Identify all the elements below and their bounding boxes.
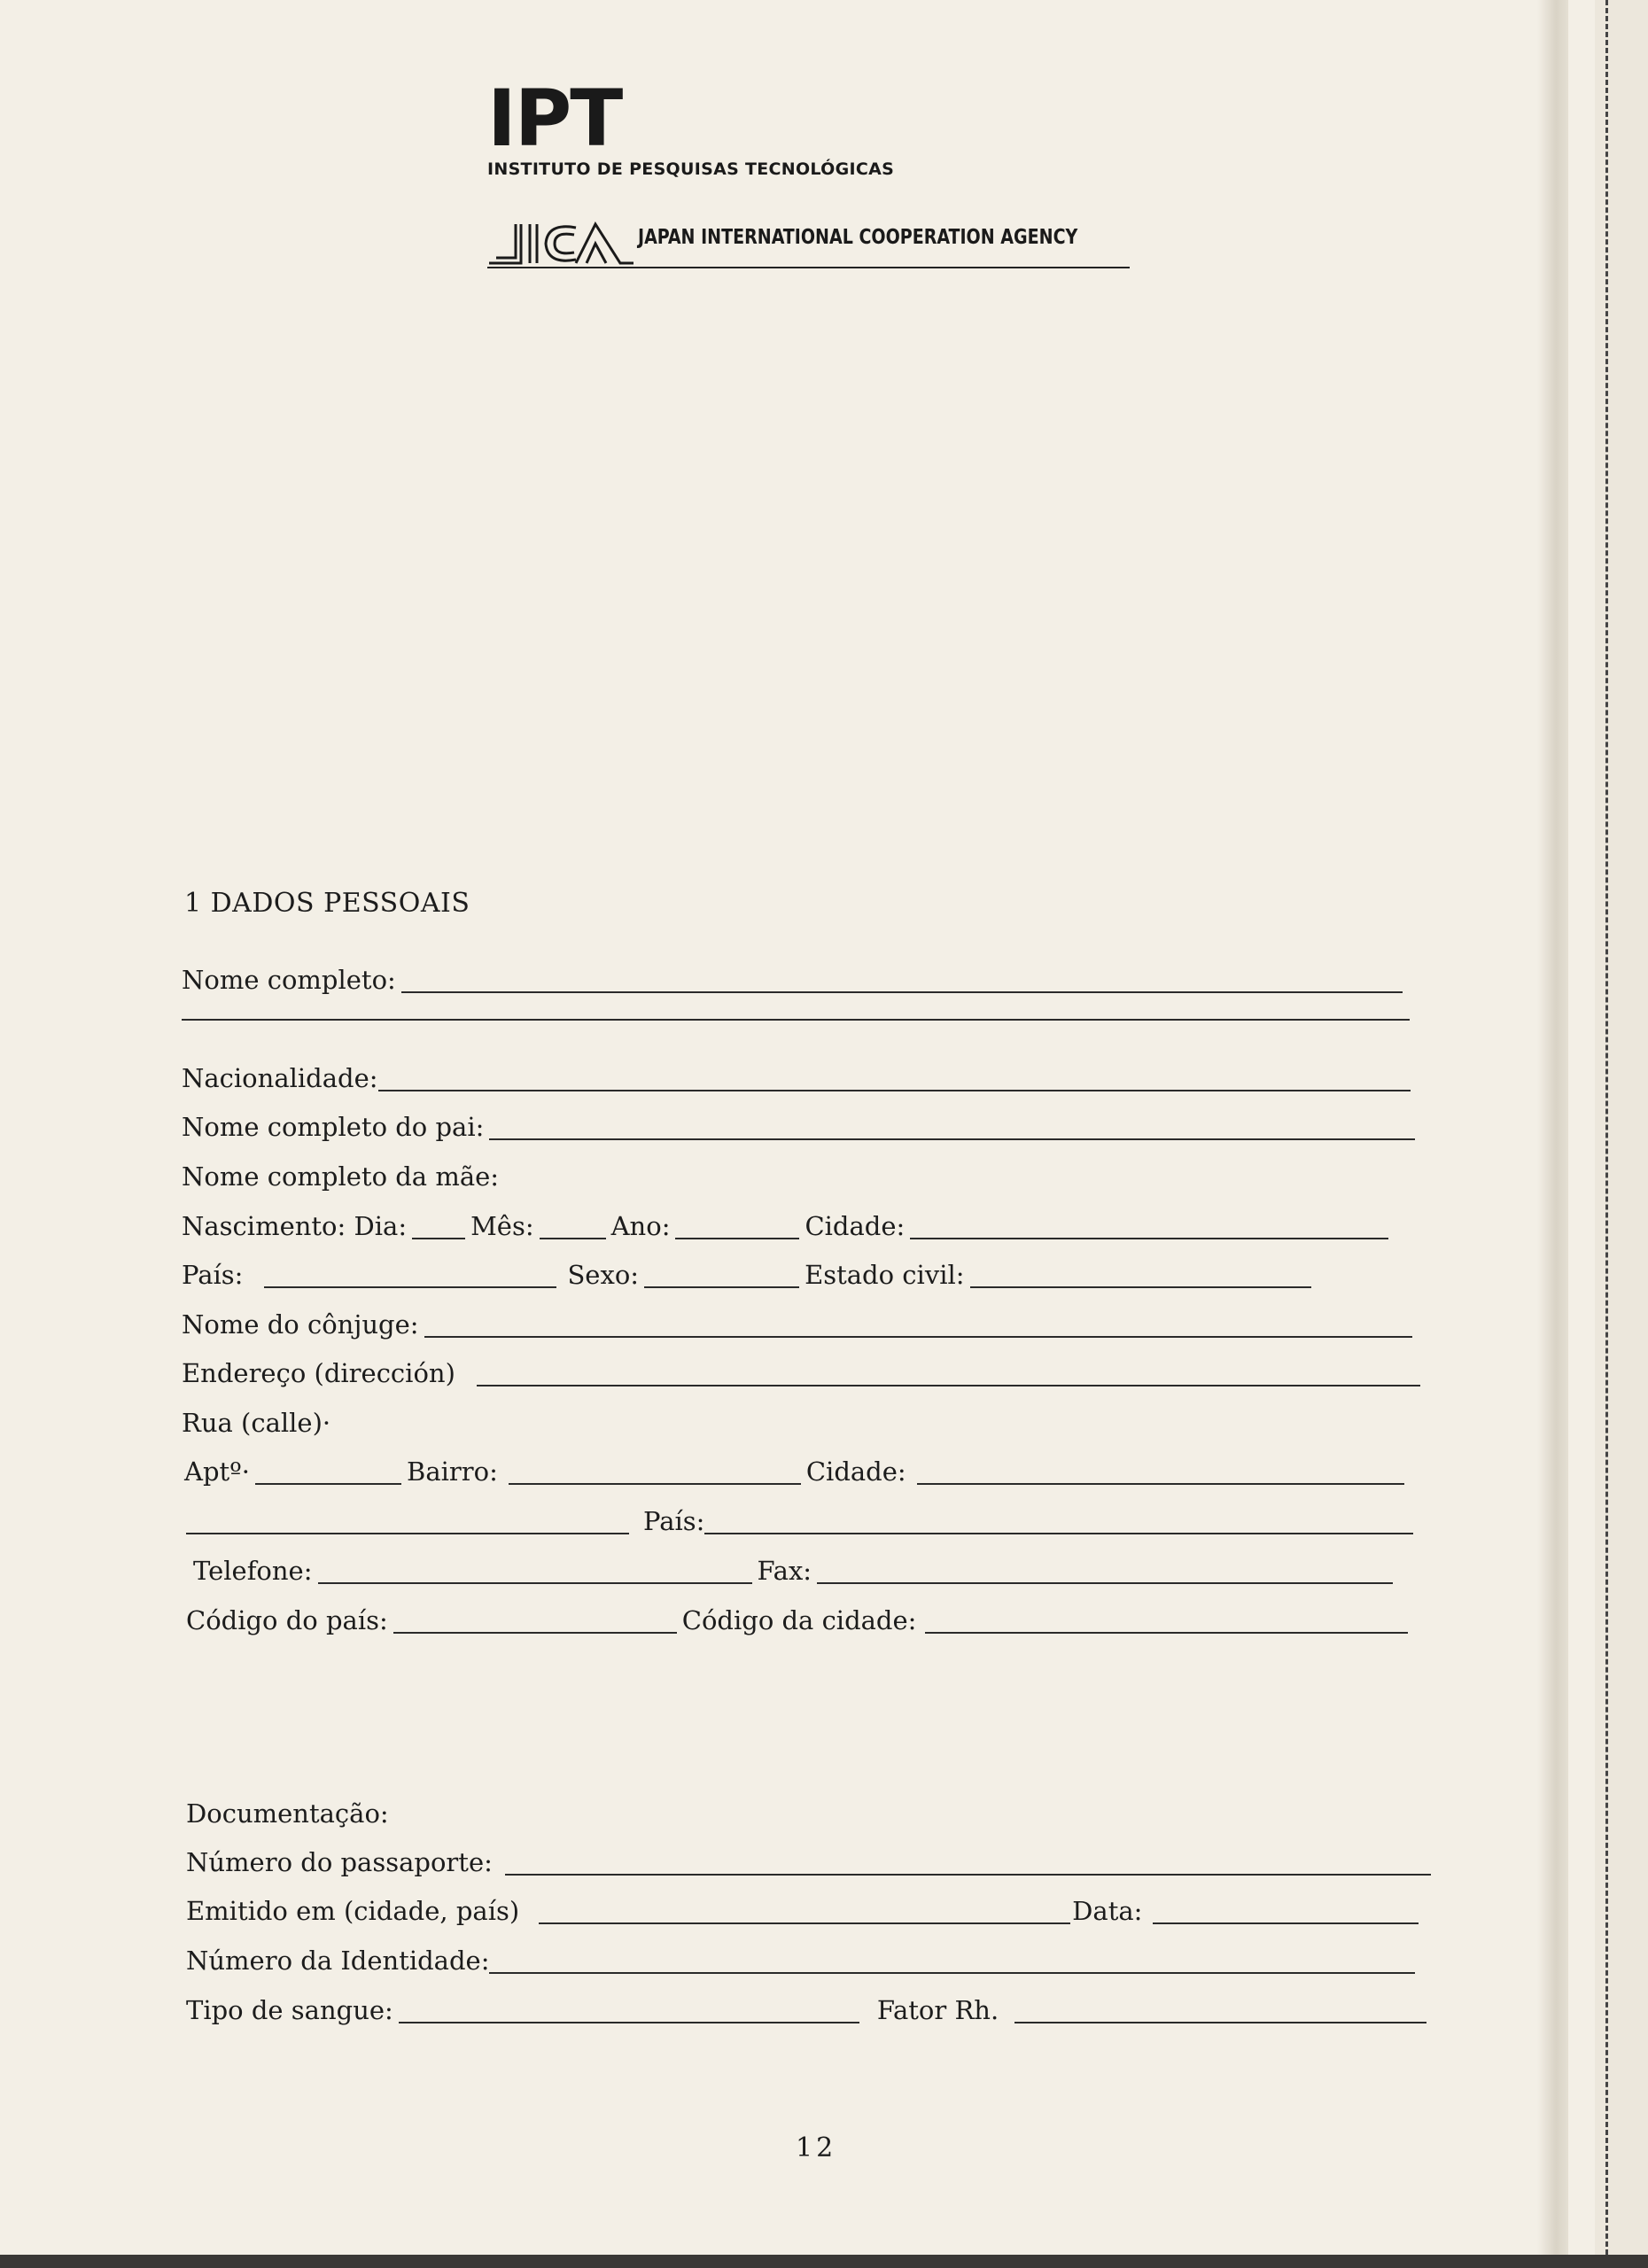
input-codigo-pais[interactable] [393,1632,677,1634]
label-cidade2: Cidade: [805,1456,906,1487]
input-identidade[interactable] [489,1972,1415,1974]
label-nascimento-dia: Nascimento: Dia: [182,1211,408,1241]
label-bairro: Bairro: [407,1456,498,1487]
input-data[interactable] [1153,1922,1419,1924]
row-pais-sexo [182,1262,1317,1288]
input-fax[interactable] [817,1582,1393,1584]
row-nacionalidade [182,1063,1416,1093]
label-apto: Aptº· [184,1456,251,1487]
label-estado-civil: Estado civil: [805,1260,965,1290]
input-nome-completo-cont[interactable] [182,1019,1410,1021]
label-nacionalidade: Nacionalidade: [182,1063,378,1093]
institute-name: INSTITUTO DE PESQUISAS TECNOLÓGICAS [487,159,895,179]
label-nome-mae: Nome completo da mãe: [182,1161,500,1192]
row-sangue [186,1995,1432,2025]
label-passaporte: Número do passaporte: [186,1847,493,1877]
label-nome-pai: Nome completo do pai: [182,1112,485,1142]
input-dia[interactable] [412,1238,465,1239]
input-telefone[interactable] [318,1582,752,1584]
row-conjuge [182,1309,1418,1340]
input-pais[interactable] [264,1286,556,1288]
label-sexo: Sexo: [567,1260,640,1290]
label-ano: Ano: [610,1211,671,1241]
input-codigo-cidade[interactable] [925,1632,1408,1634]
label-fax: Fax: [757,1556,812,1586]
input-pais2[interactable] [704,1533,1413,1534]
label-conjuge: Nome do cônjuge: [182,1309,419,1340]
section-title: 1 DADOS PESSOAIS [184,888,470,919]
perforation-line [1605,0,1608,2255]
ipt-logo: IPT [487,73,622,164]
input-passaporte[interactable] [505,1874,1431,1876]
row-telefone [193,1558,1398,1584]
label-pais2: País: [643,1506,705,1536]
label-identidade: Número da Identidade: [186,1946,490,1976]
input-sangue[interactable] [399,2022,859,2023]
page-fold-shadow [1537,0,1568,2255]
agency-name: JAPAN INTERNATIONAL COOPERATION AGENCY [638,226,1078,249]
label-codigo-pais: Código do país: [186,1605,388,1635]
row-nascimento [182,1211,1394,1241]
row-nome-completo-cont [182,1019,1410,1021]
row-identidade [186,1948,1420,1974]
label-pais: País: [182,1260,244,1290]
row-nome-pai [182,1112,1420,1142]
row-codigo [186,1605,1413,1635]
label-sangue: Tipo de sangue: [186,1995,393,2025]
row-passaporte [186,1847,1436,1877]
label-data: Data: [1072,1896,1143,1926]
jica-logo-icon [487,217,634,267]
row-emitido [186,1896,1424,1926]
input-apto[interactable] [255,1483,401,1485]
row-pais2 [186,1506,1419,1536]
row-endereco [182,1358,1426,1388]
row-apto [184,1456,1410,1487]
input-mes[interactable] [540,1238,606,1239]
label-nome-completo: Nome completo: [182,965,396,995]
input-estado-civil[interactable] [970,1286,1311,1288]
row-nome-completo [182,967,1408,993]
label-telefone: Telefone: [193,1556,313,1586]
row-nome-mae [182,1161,500,1192]
input-cidade2[interactable] [917,1483,1404,1485]
input-nome-completo[interactable] [401,991,1403,993]
input-cidade[interactable] [910,1238,1388,1239]
input-fator[interactable] [1014,2022,1426,2023]
page-number: 12 [796,2132,837,2163]
label-codigo-cidade: Código da cidade: [681,1605,917,1635]
row-documentacao [186,1798,389,1829]
label-emitido: Emitido em (cidade, país) [186,1896,520,1926]
label-documentacao: Documentação: [186,1798,389,1829]
input-sexo[interactable] [644,1286,799,1288]
input-conjuge[interactable] [424,1336,1412,1338]
label-fator: Fator Rh. [876,1995,999,2025]
row-rua [182,1410,330,1436]
input-endereco[interactable] [477,1385,1420,1386]
label-rua: Rua (calle)· [182,1408,331,1438]
input-nacionalidade[interactable] [378,1090,1411,1091]
label-cidade: Cidade: [805,1211,906,1241]
input-emitido[interactable] [539,1922,1070,1924]
jica-header [487,217,1130,268]
input-ano[interactable] [675,1238,799,1239]
input-endereco-extra[interactable] [186,1533,629,1534]
input-bairro[interactable] [509,1483,801,1485]
label-mes: Mês: [470,1211,534,1241]
input-nome-pai[interactable] [489,1138,1415,1140]
scan-bottom-edge [0,2255,1648,2268]
label-endereco: Endereço (dirección) [182,1358,455,1388]
